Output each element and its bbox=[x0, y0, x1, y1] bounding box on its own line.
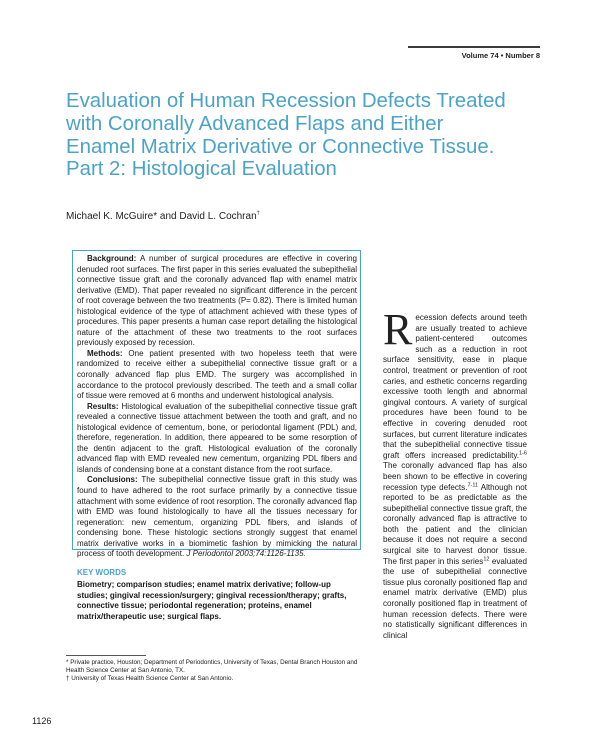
authors bbox=[66, 211, 366, 222]
footnote-2-text: University of Texas Health Science Center at San Antonio. bbox=[71, 675, 234, 683]
body-text-4: evaluated the use of subepithelial connective tissue plus coronally positioned flap and enamel matrix derivative (EMD) plus coronally positioned flap in treatment of human recession defects. There were no statistically significant differences in clinical bbox=[383, 556, 527, 640]
abstract bbox=[77, 254, 357, 560]
volume-number: Volume 74 • Number 8 bbox=[461, 51, 540, 60]
abstract-background bbox=[77, 254, 357, 349]
body-text-3: Although not reported to be as predictable as the subepithelial connective tissue graft, the coronally advanced flap is attractive to both the patient and the clinician because it does not require a second surgical site to harvest donor tissue. The first paper in this series bbox=[383, 482, 527, 566]
abstract-results bbox=[77, 402, 357, 476]
keywords-text: Biometry; comparison studies; enamel matrix derivative; follow-up studies; gingival recession/surgery; gingival recession/therapy; grafts, connective tissue; periodontal regeneration; proteins, enamel matrix/therapeutic use; surgical flaps. bbox=[77, 580, 347, 621]
results-heading: Results: bbox=[87, 401, 119, 411]
conclusions-text: The subepithelial connective tissue graft in this study was found to have adhered to the root surface primarily by a connective tissue attachment with some evidence of root resorption. The coronally advanced flap with EMD was found histologically to have all the tissues necessary for regeneration: new cementum, organizing PDL fibers, and islands of condensing bone. These histologic sections strongly suggest that enamel matrix derivative works in a biomimetic fashion by mimicking the natural process of tooth development. bbox=[77, 475, 358, 559]
body-column bbox=[383, 305, 527, 641]
methods-heading: Methods: bbox=[87, 348, 123, 358]
author-names: Michael K. McGuire* and David L. Cochran bbox=[66, 211, 257, 222]
abstract-methods bbox=[77, 349, 357, 402]
background-heading: Background: bbox=[87, 254, 137, 263]
author-mark: † bbox=[256, 210, 260, 217]
footnote-2 bbox=[66, 675, 358, 683]
ref-1: 1-6 bbox=[519, 450, 527, 457]
ref-2: 7-11 bbox=[467, 481, 479, 488]
footnote-rule bbox=[66, 655, 146, 656]
footnote-1: * Private practice, Houston; Department of Periodontics, University of Texas, Dental Branch Houston and Health Science Center at San Antonio, TX. bbox=[66, 659, 358, 675]
footnote-2-mark: † bbox=[66, 675, 70, 683]
ref-3: 12 bbox=[483, 555, 490, 562]
drop-cap: R bbox=[383, 305, 413, 354]
background-text: A number of surgical procedures are effective in covering denuded root surfaces. The first paper in this series evaluated the subepithelial connective tissue graft and the coronally advanced flap with enamel matrix derivative (EMD). That paper revealed no significant difference in the percent of root coverage between the two treatments (P= 0.82). There is limited human histological evidence of the type of attachment achieved with these types of procedures. This paper presents a human case report detailing the histological nature of the attachment of these two treatments to the root surfaces previously exposed by recession. bbox=[77, 254, 357, 348]
conclusions-heading: Conclusions: bbox=[87, 475, 138, 485]
citation: J Periodontol 2003;74:1126-1135. bbox=[186, 549, 306, 559]
results-text: Histological evaluation of the subepithelial connective tissue graft revealed a connective tissue attachment between the tooth and graft, and no histological evidence of cementum, bone, or periodontal ligament (PDL) and, therefore, regeneration. In addition, there appeared to be some resorption of the dentin adjacent to the graft. Histological evaluation of the coronally advanced flap with EMD revealed new cementum, organizing PDL fibers and islands of condensing bone at a constant distance from the root surface. bbox=[77, 401, 357, 474]
keywords-heading: KEY WORDS bbox=[77, 568, 127, 577]
body-text-1: ecession defects around teeth are usually treated to achieve patient-centered outcomes such as a reduction in root surface sensitivity, ease in plaque control, treatment or prevention of root caries, and esthetic concerns regarding excessive tooth length and abnormal gingival contours. A variety of surgical procedures have been found to be effective in covering denuded root surfaces, but current literature indicates that the subepithelial connective tissue graft offers increased predictability. bbox=[383, 313, 527, 460]
footnotes bbox=[66, 659, 358, 684]
body-text-2: The coronally advanced flap has also been shown to be effective in covering recession type defects. bbox=[383, 461, 527, 492]
abstract-conclusions bbox=[77, 475, 357, 559]
header-rule bbox=[408, 46, 540, 48]
methods-text: One patient presented with two hopeless teeth that were randomized to receive either a subepithelial connective tissue graft or a coronally advanced flap plus EMD. The surgery was accomplished in accordance to the protocol previously described. The teeth and a small collar of tissue were removed at 6 months and underwent histological analysis. bbox=[77, 348, 357, 401]
article-title: Evaluation of Human Recession Defects Treated with Coronally Advanced Flaps and Either Enamel Matrix Derivative or Connective Tissue. Part 2: Histological Evaluation bbox=[66, 90, 506, 181]
page-number: 1126 bbox=[32, 716, 52, 726]
